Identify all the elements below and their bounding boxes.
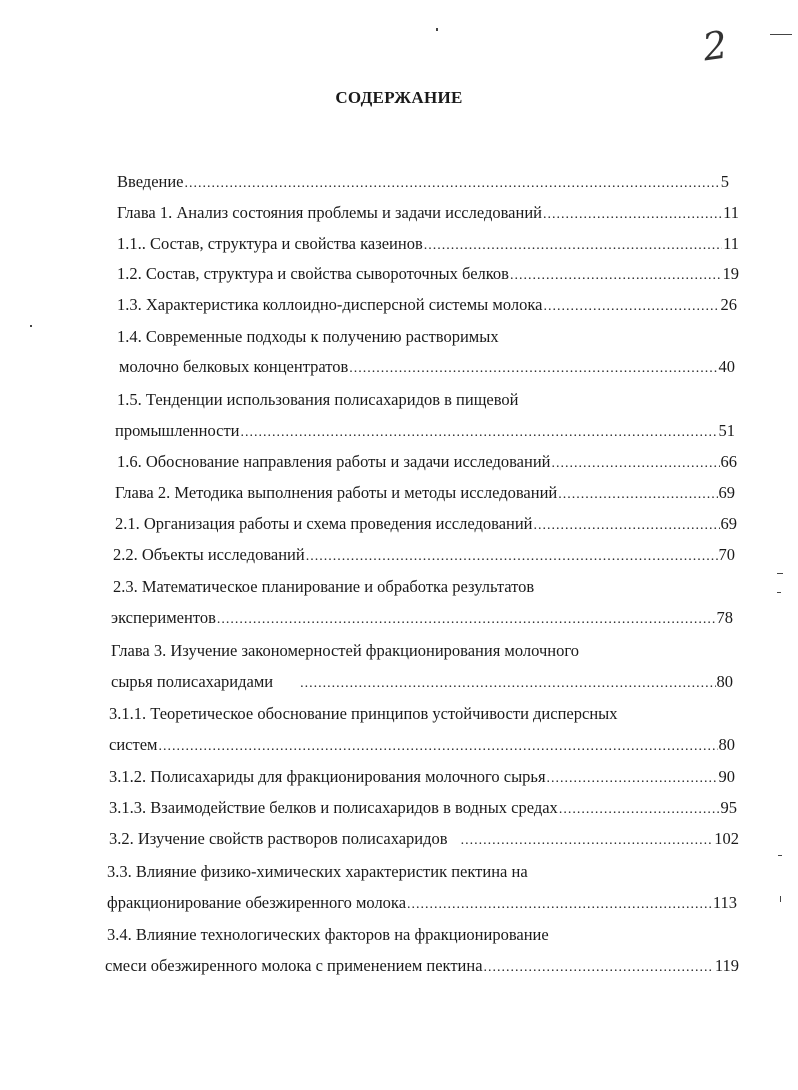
scan-mark	[778, 855, 782, 856]
toc-leader-dots	[217, 610, 716, 630]
toc-leader-dots	[185, 174, 720, 194]
toc-entry-page: 19	[722, 264, 739, 283]
toc-entry	[105, 956, 739, 978]
toc-leader-dots	[543, 297, 719, 317]
toc-entry-text: Введение	[117, 172, 184, 191]
toc-leader-dots	[551, 454, 719, 474]
toc-entry	[117, 172, 729, 194]
toc-entry	[111, 672, 733, 694]
toc-entry-first-line	[117, 390, 737, 410]
toc-leader-dots	[484, 958, 714, 978]
toc-entry-text: фракционирование обезжиренного молока	[107, 893, 407, 912]
scan-mark	[780, 896, 781, 902]
scan-mark	[436, 28, 438, 31]
toc-entry	[117, 295, 737, 317]
scan-mark	[30, 325, 32, 327]
toc-entry	[115, 483, 735, 505]
toc-entry	[109, 829, 739, 851]
toc-entry-page: 119	[714, 956, 739, 975]
toc-entry	[117, 234, 739, 256]
toc-entry-page: 69	[718, 483, 735, 502]
toc-entry-text: 1.6. Обоснование направления работы и задачи исследований	[117, 452, 551, 471]
toc-entry-text: 3.1.3. Взаимодействие белков и полисахаридов в водных средах	[109, 798, 558, 817]
toc-entry-page: 26	[720, 295, 737, 314]
toc-entry-text: 2.3. Математическое планирование и обработка результатов	[113, 577, 535, 596]
toc-entry-text: 3.4. Влияние технологических факторов на фракционирование	[107, 925, 549, 944]
toc-leader-dots	[241, 423, 718, 443]
toc-entry-text: 1.5. Тенденции использования полисахаридов в пищевой	[117, 390, 519, 409]
toc-entry-page: 95	[720, 798, 737, 817]
toc-entry-text: 2.1. Организация работы и схема проведения исследований	[115, 514, 533, 533]
toc-leader-dots	[461, 831, 714, 851]
toc-entry	[113, 545, 735, 567]
toc-entry-page: 102	[714, 829, 739, 848]
toc-entry-text: сырья полисахаридами	[111, 672, 274, 691]
toc-entry-page: 66	[720, 452, 737, 471]
toc-entry-first-line	[107, 862, 731, 882]
toc-leader-dots	[424, 236, 722, 256]
toc-leader-dots	[534, 516, 720, 536]
toc-entry-page: 90	[718, 767, 735, 786]
handwritten-page-number: 2	[700, 22, 731, 70]
toc-entry	[115, 421, 735, 443]
toc-entry-page: 80	[718, 735, 735, 754]
toc-entry-page: 78	[716, 608, 733, 627]
toc-leader-dots	[559, 800, 720, 820]
toc-entry-text: Глава 2. Методика выполнения работы и методы исследований	[115, 483, 558, 502]
toc-entry-text: 3.1.2. Полисахариды для фракционирования молочного сырья	[109, 767, 546, 786]
toc-entry	[109, 798, 737, 820]
toc-entry-page: 51	[718, 421, 735, 440]
toc-entry-page: 40	[718, 357, 735, 376]
toc-entry-page: 11	[723, 203, 739, 222]
toc-entry-text: 2.2. Объекты исследований	[113, 545, 305, 564]
toc-entry-page: 80	[716, 672, 733, 691]
toc-entry-first-line	[107, 925, 731, 945]
toc-entry-first-line	[113, 577, 733, 597]
toc-entry-text: экспериментов	[111, 608, 216, 627]
toc-entry-text: 1.2. Состав, структура и свойства сывороточных белков	[117, 264, 509, 283]
toc-entry	[109, 735, 735, 757]
toc-entry	[117, 264, 739, 286]
toc-leader-dots	[510, 266, 722, 286]
toc-leader-dots	[558, 485, 717, 505]
toc-entry-text: молочно белковых концентратов	[119, 357, 349, 376]
toc-entry-first-line	[111, 641, 731, 661]
toc-entry	[117, 203, 739, 225]
toc-entry	[119, 357, 735, 379]
toc-leader-dots	[158, 737, 717, 757]
toc-entry-first-line	[117, 327, 737, 347]
toc-entry-page: 113	[712, 893, 737, 912]
scan-mark	[777, 592, 781, 593]
toc-leader-dots	[300, 674, 715, 694]
toc-entry-page: 70	[718, 545, 735, 564]
scan-mark	[770, 34, 792, 35]
toc-entry	[111, 608, 733, 630]
toc-entry-text: смеси обезжиренного молока с применением пектина	[105, 956, 483, 975]
toc-entry	[107, 893, 737, 915]
toc-entry	[115, 514, 737, 536]
toc-leader-dots	[306, 547, 718, 567]
toc-entry-text: 1.4. Современные подходы к получению растворимых	[117, 327, 499, 346]
toc-entry-page: 5	[720, 172, 729, 191]
toc-leader-dots	[547, 769, 718, 789]
toc-entry-text: Глава 1. Анализ состояния проблемы и задачи исследований	[117, 203, 542, 222]
toc-entry-text: систем	[109, 735, 158, 754]
toc-leader-dots	[407, 895, 712, 915]
toc-entry-text: Глава 3. Изучение закономерностей фракционирования молочного	[111, 641, 579, 660]
toc-leader-dots	[349, 359, 717, 379]
toc-entry-first-line	[109, 704, 731, 724]
toc-entry-text: 1.3. Характеристика коллоидно-дисперсной системы молока	[117, 295, 543, 314]
toc-entry-text: промышленности	[115, 421, 240, 440]
toc-entry-page: 69	[720, 514, 737, 533]
toc-entry	[117, 452, 737, 474]
toc-entry	[109, 767, 735, 789]
toc-leader-dots	[543, 205, 722, 225]
toc-entry-page: 11	[723, 234, 739, 253]
toc-entry-text: 1.1.. Состав, структура и свойства казеинов	[117, 234, 423, 253]
page-title: СОДЕРЖАНИЕ	[335, 88, 463, 107]
toc-entry-text: 3.2. Изучение свойств растворов полисахаридов	[109, 829, 448, 848]
toc-entry-text: 3.1.1. Теоретическое обоснование принципов устойчивости дисперсных	[109, 704, 618, 723]
toc-entry-text: 3.3. Влияние физико-химических характеристик пектина на	[107, 862, 528, 881]
scan-mark	[777, 573, 783, 574]
